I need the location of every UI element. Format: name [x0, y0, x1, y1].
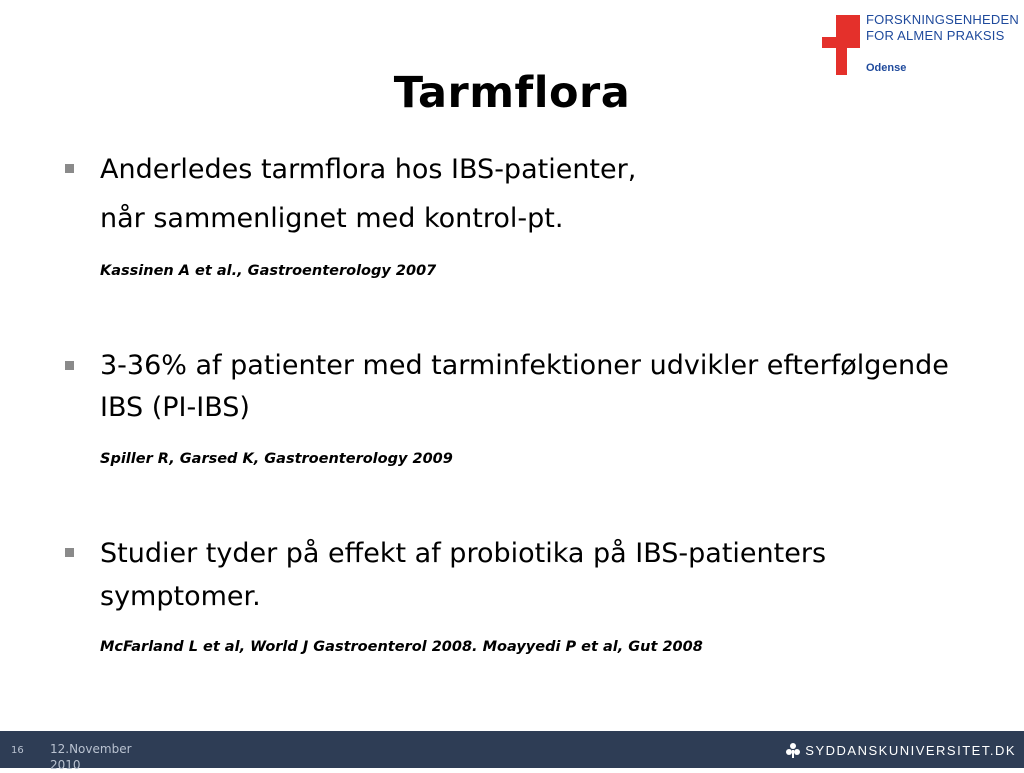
bullet-1-line-1: Anderledes tarmflora hos IBS-patienter, — [100, 154, 637, 185]
bullet-2-reference: Spiller R, Garsed K, Gastroenterology 2009 — [100, 451, 453, 467]
university-emblem-icon — [785, 742, 801, 758]
brand-text: SYDDANSKUNIVERSITET.DK — [805, 742, 1016, 758]
university-brand — [785, 742, 1016, 758]
bullet-square-icon — [65, 548, 74, 557]
bullet-2-line-2: IBS (PI-IBS) — [100, 392, 250, 423]
bullet-square-icon — [65, 164, 74, 173]
bullet-1-line-2: når sammenlignet med kontrol-pt. — [100, 203, 564, 234]
slide-title: Tarmflora — [393, 68, 631, 118]
bullet-square-icon — [65, 361, 74, 370]
bullet-3-line-2: symptomer. — [100, 581, 261, 612]
bullet-2-line-1: 3-36% af patienter med tarminfektioner udvikler efterfølgende — [100, 350, 949, 381]
footer-date: 12.November 2010 — [50, 742, 132, 772]
bullet-3-line-1: Studier tyder på effekt af probiotika på IBS-patienters — [100, 538, 827, 569]
page-number: 16 — [11, 745, 24, 756]
bullet-3-reference: McFarland L et al, World J Gastroenterol 2008. Moayyedi P et al, Gut 2008 — [100, 639, 703, 655]
footer-bar — [0, 731, 1024, 772]
logo-text-line2: FOR ALMEN PRAKSIS — [866, 28, 1005, 43]
bullet-1-reference: Kassinen A et al., Gastroenterology 2007 — [100, 263, 437, 279]
logo-text-line1: FORSKNINGSENHEDEN — [866, 12, 1019, 27]
logo-city: Odense — [866, 62, 907, 74]
